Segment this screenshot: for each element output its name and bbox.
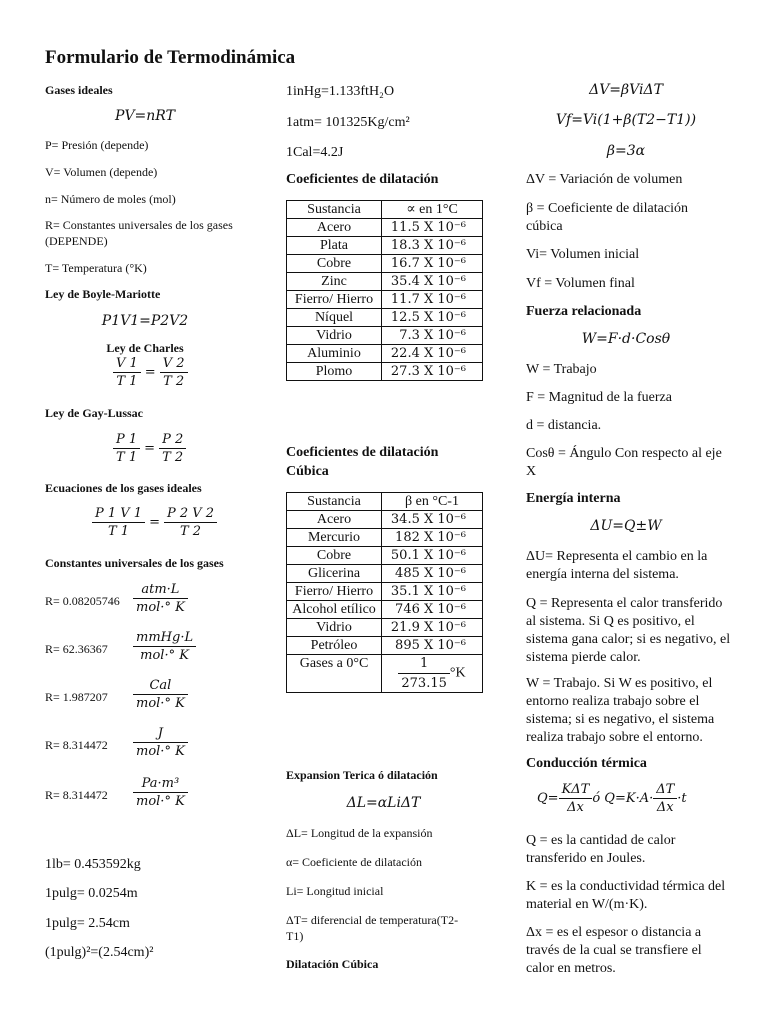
r-value-2: R= 62.36367	[45, 642, 108, 656]
equation-gay-lussac: $\frac{P 1}{T 1}$ = $\frac{P 2}{T 2}$	[113, 432, 186, 465]
equation-energia: ΔU=Q±W	[590, 518, 662, 534]
heading-gases-ideales: Gases ideales	[45, 83, 113, 97]
heading-ecuaciones: Ecuaciones de los gases ideales	[45, 481, 202, 495]
table-row	[287, 219, 483, 237]
def-q: Q = Representa el calor transferido al sistema. Si Q es positivo, el sistema gana calor; si es negativo, el sistema pierde calor.	[526, 596, 731, 665]
cell-value-gases	[382, 655, 483, 693]
table-coef-cubica	[286, 492, 483, 693]
r-value-3: R= 1.987207	[45, 690, 108, 704]
equation-delta-v: ΔV=βViΔT	[589, 82, 663, 98]
header-alpha: ∝ en 1°C	[382, 201, 483, 219]
header-sustancia: Sustancia	[287, 493, 382, 511]
r-unit-1: $\frac{\text{atm·L}}{\text{mol·° K}}$	[133, 582, 188, 615]
conv-atm: 1atm= 101325Kg/cm²	[286, 115, 410, 130]
equation-boyle: P1V1=P2V2	[101, 313, 189, 329]
cell-value: 11.5 X 10⁻⁶	[382, 219, 483, 237]
def-delta-t: ΔT= diferencial de temperatura(T2-T1)	[286, 913, 459, 943]
def-r: R= Constantes universales de los gases (DEPENDE)	[45, 218, 233, 248]
table-row	[287, 255, 483, 273]
cell-sustancia: Fierro/ Hierro	[287, 583, 382, 601]
def-w: W = Trabajo	[526, 362, 597, 377]
cell-sustancia: Plomo	[287, 363, 382, 381]
def-delta-x: Δx = es el espesor o distancia a través de la cual se transfiere el calor en metros.	[526, 925, 702, 976]
r-unit-2: $\frac{\text{mmHg·L}}{\text{mol·° K}}$	[133, 630, 196, 663]
unit-lb: 1lb= 0.453592kg	[45, 857, 141, 872]
table-row	[287, 619, 483, 637]
def-t: T= Temperatura (°K)	[45, 261, 147, 275]
cell-sustancia: Gases a 0°C	[287, 655, 382, 693]
def-vi: Vi= Volumen inicial	[526, 247, 640, 262]
cell-sustancia: Níquel	[287, 309, 382, 327]
def-delta-u: ΔU= Representa el cambio en la energía interna del sistema.	[526, 549, 708, 582]
unit-pulg-squared: (1pulg)²=(2.54cm)²	[45, 945, 154, 960]
table-header-row	[287, 201, 483, 219]
equation-charles: $\frac{V 1}{T 1}$ = $\frac{V 2}{T 2}$	[113, 356, 188, 389]
cell-sustancia: Mercurio	[287, 529, 382, 547]
table-row	[287, 601, 483, 619]
table-header-row	[287, 493, 483, 511]
def-beta: β = Coeficiente de dilatación cúbica	[526, 201, 688, 234]
gases-denominator: 273.15	[401, 676, 447, 691]
table-coef-lineal	[286, 200, 483, 381]
table-row	[287, 655, 483, 693]
cell-value: 27.3 X 10⁻⁶	[382, 363, 483, 381]
heading-energia: Energía interna	[526, 491, 621, 506]
cell-sustancia: Glicerina	[287, 565, 382, 583]
r-value-4: R= 8.314472	[45, 738, 108, 752]
cell-sustancia: Vidrio	[287, 327, 382, 345]
heading-dilatacion-cubica: Dilatación Cúbica	[286, 957, 379, 971]
heading-coef-dilatacion: Coeficientes de dilatación	[286, 172, 439, 187]
unit-pulg-m: 1pulg= 0.0254m	[45, 886, 138, 901]
header-sustancia: Sustancia	[287, 201, 382, 219]
cell-sustancia: Petróleo	[287, 637, 382, 655]
def-f: F = Magnitud de la fuerza	[526, 390, 672, 405]
cell-value: 182 X 10⁻⁶	[382, 529, 483, 547]
table-row	[287, 363, 483, 381]
r-unit-4: $\frac{J}{\text{mol·° K}}$	[133, 726, 188, 759]
def-q-conduccion: Q = es la cantidad de calor transferido en Joules.	[526, 833, 676, 866]
r-value-5: R= 8.314472	[45, 788, 108, 802]
table-row	[287, 309, 483, 327]
heading-boyle: Ley de Boyle-Mariotte	[45, 287, 161, 301]
cell-sustancia: Cobre	[287, 547, 382, 565]
table-row	[287, 291, 483, 309]
cell-value: 7.3 X 10⁻⁶	[382, 327, 483, 345]
def-p: P= Presión (depende)	[45, 138, 149, 152]
cell-value: 35.4 X 10⁻⁶	[382, 273, 483, 291]
def-vf: Vf = Volumen final	[526, 276, 635, 291]
cell-sustancia: Zinc	[287, 273, 382, 291]
r-value-1: R= 0.08205746	[45, 594, 120, 608]
def-delta-l: ΔL= Longitud de la expansión	[286, 826, 433, 840]
equation-trabajo: W=F·d·Cosθ	[581, 331, 671, 347]
def-alpha: α= Coeficiente de dilatación	[286, 855, 423, 869]
cell-value: 35.1 X 10⁻⁶	[382, 583, 483, 601]
r-unit-3: $\frac{\text{Cal}}{\text{mol·° K}}$	[133, 678, 188, 711]
conv-cal: 1Cal=4.2J	[286, 145, 344, 160]
heading-gay-lussac: Ley de Gay-Lussac	[45, 406, 144, 420]
table-row	[287, 327, 483, 345]
cell-sustancia: Alcohol etílico	[287, 601, 382, 619]
table-row	[287, 565, 483, 583]
table-row	[287, 511, 483, 529]
cell-sustancia: Plata	[287, 237, 382, 255]
cell-value: 485 X 10⁻⁶	[382, 565, 483, 583]
heading-charles: Ley de Charles	[106, 341, 184, 355]
conv-inhg: 1inHg=1.133ftH₂O	[286, 84, 395, 99]
cell-value: 34.5 X 10⁻⁶	[382, 511, 483, 529]
def-cos: Cosθ = Ángulo Con respecto al eje X	[526, 446, 722, 479]
cell-value: 50.1 X 10⁻⁶	[382, 547, 483, 565]
equation-pv-nrt: PV=nRT	[115, 108, 175, 124]
heading-expansion: Expansion Terica ó dilatación	[286, 768, 438, 782]
equation-combined-gas: $\frac{P 1 V 1}{T 1}$ = $\frac{P 2 V 2}{T 2}$	[92, 506, 217, 539]
cell-value: 18.3 X 10⁻⁶	[382, 237, 483, 255]
def-delta-v: ΔV = Variación de volumen	[526, 172, 683, 187]
equation-vf: Vf=Vi(1+β(T2−T1))	[555, 112, 697, 128]
cell-sustancia: Acero	[287, 511, 382, 529]
heading-constantes: Constantes universales de los gases	[45, 556, 224, 570]
equation-beta: β=3α	[606, 143, 646, 159]
table-row	[287, 637, 483, 655]
equation-conduccion: Q= $\frac{\text{KΔT}}{\Delta x}$ ó Q=K·A· $\frac{\Delta T}{\Delta x}$ ·t	[537, 782, 687, 815]
cell-sustancia: Acero	[287, 219, 382, 237]
cell-sustancia: Cobre	[287, 255, 382, 273]
equation-expansion: ΔL=αLiΔT	[346, 795, 421, 811]
heading-coef-cubica: Coeficientes de dilatación Cúbica	[286, 445, 439, 479]
table-row	[287, 547, 483, 565]
unit-pulg-cm: 1pulg= 2.54cm	[45, 916, 130, 931]
cell-value: 11.7 X 10⁻⁶	[382, 291, 483, 309]
cell-value: 21.9 X 10⁻⁶	[382, 619, 483, 637]
gases-numerator: 1	[398, 655, 450, 674]
cell-value: 895 X 10⁻⁶	[382, 637, 483, 655]
gases-unit: °K	[449, 665, 466, 681]
def-d: d = distancia.	[526, 418, 602, 433]
header-beta: β en °C-1	[382, 493, 483, 511]
cell-sustancia: Vidrio	[287, 619, 382, 637]
cell-sustancia: Fierro/ Hierro	[287, 291, 382, 309]
table-row	[287, 345, 483, 363]
r-unit-5: $\frac{\text{Pa·m³}}{\text{mol·° K}}$	[133, 776, 188, 809]
def-w-trabajo: W = Trabajo. Si W es positivo, el entorno realiza trabajo sobre el sistema; si es negativo, el sistema realiza trabajo sobre el entorno.	[526, 676, 715, 745]
cell-value: 746 X 10⁻⁶	[382, 601, 483, 619]
page-title: Formulario de Termodinámica	[45, 47, 296, 68]
table-row	[287, 529, 483, 547]
def-k: K = es la conductividad térmica del material en W/(m·K).	[526, 879, 726, 912]
cell-value: 16.7 X 10⁻⁶	[382, 255, 483, 273]
table-row	[287, 237, 483, 255]
cell-sustancia: Aluminio	[287, 345, 382, 363]
def-v: V= Volumen (depende)	[45, 165, 158, 179]
table-row	[287, 273, 483, 291]
table-row	[287, 583, 483, 601]
cell-value: 12.5 X 10⁻⁶	[382, 309, 483, 327]
def-li: Li= Longitud inicial	[286, 884, 384, 898]
def-n: n= Número de moles (mol)	[45, 192, 176, 206]
cell-value: 22.4 X 10⁻⁶	[382, 345, 483, 363]
heading-fuerza: Fuerza relacionada	[526, 304, 642, 319]
heading-conduccion: Conducción térmica	[526, 756, 647, 771]
